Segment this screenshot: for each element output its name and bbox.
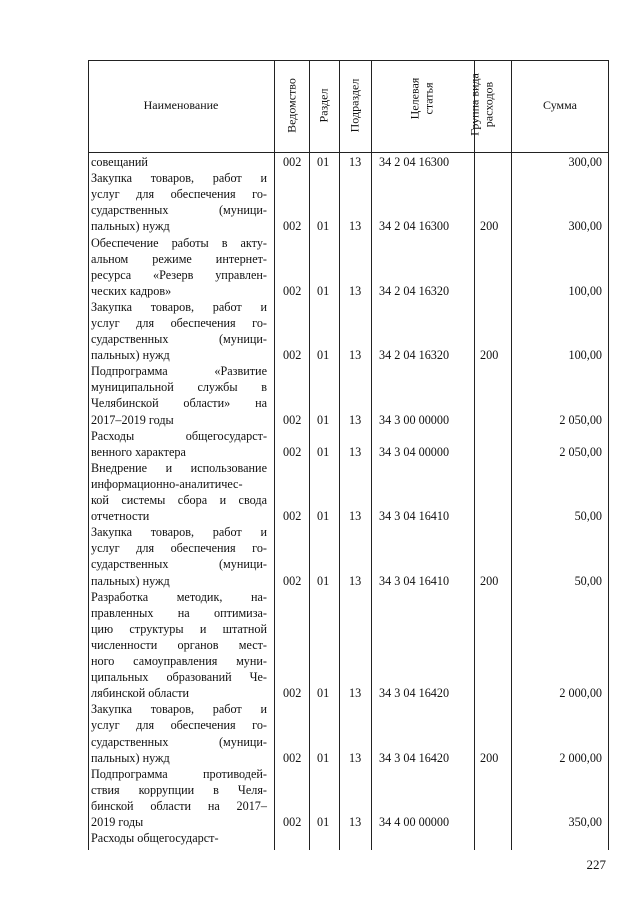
row-podrazdel: 13 — [349, 219, 362, 234]
row-name — [91, 428, 267, 460]
row-name-line: ресурса «Резерв управлен- — [91, 267, 267, 282]
row-name — [91, 766, 267, 830]
row-name-line: Расходы общегосударст- — [91, 831, 219, 846]
row-name-line: ного самоуправления муни- — [91, 654, 267, 669]
header-summa: Сумма — [543, 98, 577, 112]
row-vedomstvo: 002 — [283, 348, 302, 363]
row-razdel: 01 — [317, 750, 330, 765]
row-podrazdel: 13 — [349, 412, 362, 427]
row-vedomstvo: 002 — [283, 444, 302, 459]
row-name — [91, 235, 267, 299]
row-name-line: услуг для обеспечения го- — [91, 187, 267, 202]
header-gruppa-1: Группа вида — [467, 73, 482, 136]
row-vedomstvo: 002 — [283, 573, 302, 588]
table-top-border — [88, 60, 609, 61]
row-podrazdel: 13 — [349, 815, 362, 830]
col-divider-3 — [339, 60, 340, 850]
row-name-line: 2019 годы — [91, 815, 144, 830]
col-divider-4 — [371, 60, 372, 850]
row-podrazdel: 13 — [349, 686, 362, 701]
row-vedomstvo: 002 — [283, 815, 302, 830]
row-summa: 300,00 — [568, 155, 602, 169]
row-name-line: 2017–2019 годы — [91, 412, 174, 427]
row-summa: 100,00 — [568, 283, 602, 298]
row-name-line: бинской области на 2017– — [91, 798, 267, 813]
row-celevaya-statya: 34 2 04 16300 — [379, 155, 450, 169]
row-podrazdel: 13 — [349, 444, 362, 459]
row-name-line: альном режиме интернет- — [91, 251, 267, 266]
row-name-line: сударственных (муници- — [91, 734, 267, 749]
row-name-line: услуг для обеспечения го- — [91, 315, 267, 330]
row-summa: 2 050,00 — [559, 412, 602, 427]
row-name-line: Закупка товаров, работ и — [91, 171, 267, 186]
row-name-line: Подпрограмма противодей- — [91, 766, 267, 781]
header-bottom-border — [88, 152, 609, 153]
col-divider-6 — [511, 60, 512, 850]
row-name-line: венного характера — [91, 444, 186, 459]
row-razdel: 01 — [317, 686, 330, 701]
row-razdel: 01 — [317, 573, 330, 588]
row-razdel: 01 — [317, 348, 330, 363]
row-razdel: 01 — [317, 155, 330, 169]
row-name-line: Внедрение и использование — [91, 460, 267, 475]
row-celevaya-statya: 34 2 04 16300 — [379, 219, 450, 234]
row-celevaya-statya: 34 4 00 00000 — [379, 815, 450, 830]
row-podrazdel: 13 — [349, 573, 362, 588]
header-gruppa-2: расходов — [481, 81, 496, 128]
row-summa: 2 000,00 — [559, 686, 602, 701]
row-gruppa-vida: 200 — [480, 750, 499, 765]
table-right-border — [608, 60, 609, 850]
row-podrazdel: 13 — [349, 750, 362, 765]
row-name-line: пальных) нужд — [91, 573, 170, 588]
row-vedomstvo: 002 — [283, 509, 302, 524]
row-name-line: информационно-аналитичес- — [91, 476, 243, 491]
row-name-line: численности органов мест- — [91, 637, 267, 652]
row-name-line: Закупка товаров, работ и — [91, 525, 267, 540]
row-summa: 2 000,00 — [559, 750, 602, 765]
row-name-line: пальных) нужд — [91, 750, 170, 765]
row-name-line: совещаний — [91, 155, 148, 169]
row-name-line: кой системы сбора и свода — [91, 493, 267, 508]
budget-table — [88, 60, 609, 850]
row-name-line: услуг для обеспечения го- — [91, 718, 267, 733]
row-vedomstvo: 002 — [283, 219, 302, 234]
col-divider-2 — [309, 60, 310, 850]
row-name-line: цию структуры и штатной — [91, 621, 267, 636]
row-celevaya-statya: 34 3 04 16410 — [379, 573, 450, 588]
row-podrazdel: 13 — [349, 348, 362, 363]
row-name-line: пальных) нужд — [91, 348, 170, 363]
row-name-line: Расходы общегосударст- — [91, 428, 267, 443]
row-name — [91, 363, 267, 427]
row-name-line: Закупка товаров, работ и — [91, 702, 267, 717]
row-name — [91, 701, 267, 765]
row-razdel: 01 — [317, 412, 330, 427]
row-summa: 100,00 — [568, 348, 602, 363]
row-name-line: сударственных (муници- — [91, 557, 267, 572]
header-name: Наименование — [143, 98, 219, 112]
row-name-line: лябинской области — [91, 686, 190, 701]
row-vedomstvo: 002 — [283, 750, 302, 765]
row-name-line: сударственных (муници- — [91, 203, 267, 218]
row-razdel: 01 — [317, 444, 330, 459]
row-name — [91, 830, 267, 846]
row-gruppa-vida: 200 — [480, 573, 499, 588]
row-name-line: Разработка методик, на- — [91, 589, 267, 604]
row-name — [91, 460, 267, 524]
row-name — [91, 170, 267, 234]
row-name-line: ческих кадров» — [91, 283, 172, 298]
row-name-line: ствия коррупции в Челя- — [91, 782, 267, 797]
row-vedomstvo: 002 — [283, 155, 302, 169]
row-vedomstvo: 002 — [283, 283, 302, 298]
table-left-border — [88, 60, 89, 850]
row-name-line: Закупка товаров, работ и — [91, 299, 267, 314]
row-name-line: отчетности — [91, 509, 150, 524]
row-celevaya-statya: 34 3 00 00000 — [379, 412, 450, 427]
row-razdel: 01 — [317, 509, 330, 524]
row-name — [91, 154, 267, 170]
row-name-line: муниципальной службы в — [91, 380, 267, 395]
row-summa: 300,00 — [568, 219, 602, 234]
page-number: 227 — [586, 857, 606, 872]
row-celevaya-statya: 34 3 04 16410 — [379, 509, 450, 524]
row-celevaya-statya: 34 2 04 16320 — [379, 283, 450, 298]
row-name — [91, 299, 267, 363]
row-summa: 350,00 — [568, 815, 602, 830]
row-name-line: Челябинской области» на — [91, 396, 267, 411]
row-celevaya-statya: 34 3 04 16420 — [379, 750, 450, 765]
row-razdel: 01 — [317, 815, 330, 830]
header-celevaya-1: Целевая — [407, 77, 422, 120]
header-vedomstvo: Ведомство — [284, 78, 299, 133]
row-gruppa-vida: 200 — [480, 348, 499, 363]
row-podrazdel: 13 — [349, 509, 362, 524]
row-summa: 50,00 — [574, 509, 602, 524]
row-summa: 2 050,00 — [559, 444, 602, 459]
row-name-line: ципальных образований Че- — [91, 670, 267, 685]
row-name-line: сударственных (муници- — [91, 332, 267, 347]
row-vedomstvo: 002 — [283, 412, 302, 427]
row-vedomstvo: 002 — [283, 686, 302, 701]
row-name-line: правленных на оптимиза- — [91, 605, 267, 620]
header-celevaya-2: статья — [421, 82, 436, 115]
row-celevaya-statya: 34 2 04 16320 — [379, 348, 450, 363]
row-name-line: Подпрограмма «Развитие — [91, 364, 267, 379]
header-razdel: Раздел — [316, 88, 331, 123]
col-divider-5 — [474, 60, 475, 850]
row-name-line: услуг для обеспечения го- — [91, 541, 267, 556]
row-summa: 50,00 — [574, 573, 602, 588]
col-divider-1 — [274, 60, 275, 850]
row-razdel: 01 — [317, 219, 330, 234]
header-podrazdel: Подраздел — [347, 78, 362, 133]
row-podrazdel: 13 — [349, 283, 362, 298]
row-celevaya-statya: 34 3 04 00000 — [379, 444, 450, 459]
row-name-line: пальных) нужд — [91, 219, 170, 234]
row-podrazdel: 13 — [349, 155, 362, 169]
row-name — [91, 589, 267, 702]
row-razdel: 01 — [317, 283, 330, 298]
row-celevaya-statya: 34 3 04 16420 — [379, 686, 450, 701]
row-name-line: Обеспечение работы в акту- — [91, 235, 267, 250]
row-name — [91, 524, 267, 588]
row-gruppa-vida: 200 — [480, 219, 499, 234]
